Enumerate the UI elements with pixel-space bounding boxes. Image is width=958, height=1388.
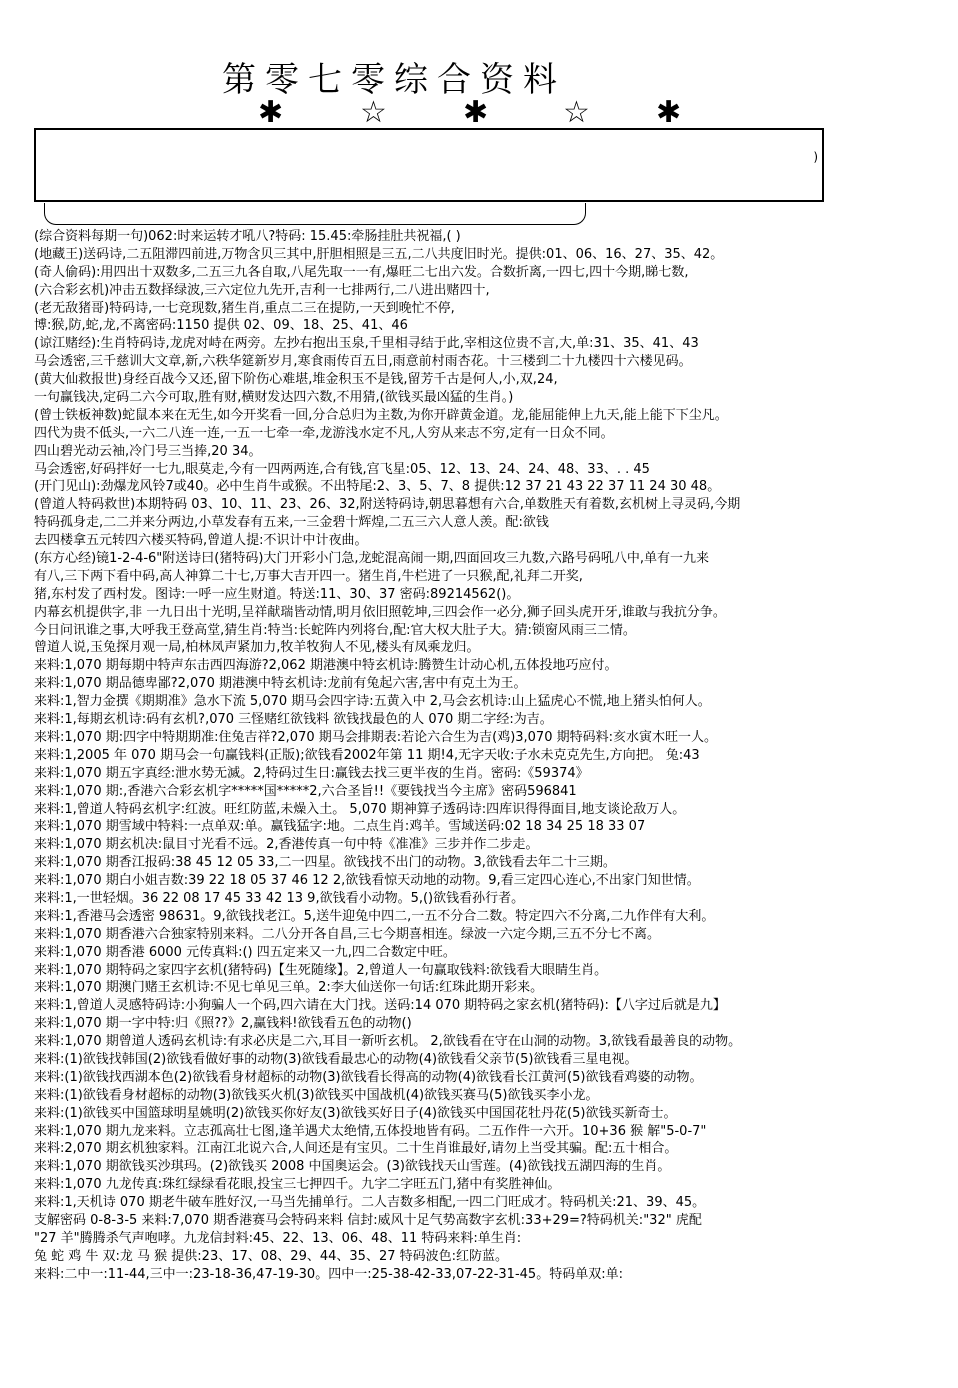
text-line: 去四楼拿五元转四六楼买特码,曾道人提:不识计中计夜曲。 xyxy=(34,533,368,549)
text-line: 来料:(1)欲钱找西湖本色(2)欲钱看身材超标的动物(3)欲钱看长得高的动物(4)欲钱看长江黄河(5)欲钱看鸡婆的动物。 xyxy=(34,1069,703,1085)
text-line: 来料:1,070 期香江报码:38 45 12 05 33,二一四星。欲钱找不出门的动物。3,欲钱看去年二十三期。 xyxy=(34,855,616,871)
star-outline-icon: ☆ xyxy=(360,95,387,130)
text-line: 来料:1,070 期:,香港六合彩玄机字*****国*****2,六合圣旨!!《要钱找当今主席》密码596841 xyxy=(34,783,577,799)
text-line: 博:猴,防,蛇,龙,不离密码:1150 提供 02、09、18、25、41、46 xyxy=(34,318,408,334)
text-line: "27 羊"腾腾杀气声咆哮。九龙信封料:45、22、13、06、48、11 特码来料:单生肖: xyxy=(34,1230,522,1246)
text-line: (谅江赌经):生肖特码诗,龙虎对峙在两旁。左抄右抱出玉泉,千里相寻结于此,宰相这位贵不言,大,单:31、35、41、43 xyxy=(34,336,699,352)
star-outline-icon: ☆ xyxy=(563,95,590,130)
text-line: 曾道人说,玉兔探月观一局,柏林凤声紧加力,牧羊牧狗人不见,楼头有凤乘龙归。 xyxy=(34,640,480,656)
asterisk-icon: ✱ xyxy=(656,95,682,130)
document-body xyxy=(34,228,934,1284)
text-line: 来料:1,070 期曾道人透码玄机诗:有求必庆是二六,耳目一新听玄机。 2,欲钱看在守在山洞的动物。3,欲钱看最善良的动物。 xyxy=(34,1034,742,1050)
text-line: 来料:1,070 期欲钱买沙琪玛。(2)欲钱买 2008 中国奥运会。(3)欲钱找天山雪莲。(4)欲钱找五湖四海的生肖。 xyxy=(34,1159,671,1175)
text-line: 四代为贵不低头,一六二八连一连,一五一七牵一牵,龙游浅水定不凡,人穷从来志不穷,定有一日众不同。 xyxy=(34,425,614,441)
text-line: 来料:2,070 期玄机独家料。江南江北说六合,人间还是有宝贝。二十生肖谁最好,请勿上当受其骗。配:五十相合。 xyxy=(34,1141,678,1157)
text-line: 来料:1,智力金撰《期期准》急水下流 5,070 期马会四字诗:五黄入中 2,马会玄机诗:山上猛虎心不慌,地上猪头怕何人。 xyxy=(34,694,711,710)
text-line: 一句赢钱决,定码二六今可取,胜有财,横财发达四六数,不用猜,(欲钱买最凶猛的生肖。) xyxy=(34,390,514,406)
text-line: 来料:1,070 期每期中特声东击西四海游?2,062 期港澳中特玄机诗:腾赞生计动心机,五体投地巧应付。 xyxy=(34,658,618,674)
text-line: 猪,东村发了西村发。图诗:一呼一应生财道。特送:11、30、37 密码:89214562()。 xyxy=(34,586,520,602)
text-line: (地藏王)送码诗,二五阻滞四前进,万物含贝三其中,肝胆相照是三五,二八共度旧时光。提供:01、06、16、27、35、42。 xyxy=(34,246,724,262)
text-line: 来料:1,070 期九龙来料。立志孤高壮七图,逢羊遇犬太绝情,五体投地皆有码。二五作件一六开。10+36 猴 解"5-0-7" xyxy=(34,1123,707,1139)
text-line: 四山碧光动云袖,冷门号三当捧,20 34。 xyxy=(34,443,262,459)
text-line: 来料:1,070 九龙传真:珠红绿绿看花眼,投宝三七押四千。九字二字旺五门,猪中有奖胜神仙。 xyxy=(34,1177,561,1193)
text-line: 来料:1,070 期香港 6000 元传真料:() 四五定来又一九,四二合数定中旺。 xyxy=(34,944,456,960)
text-line: 内幕玄机提供字,非 一九日出十光明,呈祥献瑞皆动情,明月依旧照乾坤,三四会作一必分,狮子回头虎开牙,谁敢与我抗分争。 xyxy=(34,604,726,620)
asterisk-icon: ✱ xyxy=(463,95,489,130)
text-line: 来料:1,070 期雪域中特料:一点单双:单。赢钱猛字:地。二点生肖:鸡羊。雪域送码:02 18 34 25 18 33 07 xyxy=(34,819,646,835)
text-line: 来料:1,070 期香港六合独家特别来料。二八分开各自昌,三七今期喜相连。绿波一六定今期,三五不分七不离。 xyxy=(34,926,660,942)
text-line: (六合彩玄机)冲击五数择绿波,三六定位九先开,吉利一七排两行,二八进出赌四十, xyxy=(34,282,490,298)
text-line: 支解密码 0-8-3-5 来料:7,070 期香港赛马会特码来料 信封:威风十足气势高数字玄机:33+29=?特码机关:"32" 虎配 xyxy=(34,1212,702,1228)
text-line: 马会透密,三千慈训大文章,新,六秩华筵新岁月,寒食雨传百五日,雨意前村雨杏花。十三楼到二十九楼四十六楼见码。 xyxy=(34,354,692,370)
text-line: (综合资料每期一句)062:时来运转才吼八?特码: 15.45:牵肠挂肚共祝福,( ) xyxy=(34,229,461,244)
text-line: 来料:1,070 期一字中特:归《照??》2,赢钱料!欲钱看五色的动物() xyxy=(34,1016,412,1032)
text-line: 来料:1,2005 年 070 期马会一句赢钱料(正版);欲钱看2002年第 11 期!4,无字天收:子水未克克先生,方向把。 兔:43 xyxy=(34,747,700,763)
text-line: (曾道人特码救世)本期特码 03、10、11、23、26、32,附送特码诗,朝思暮想有六合,单数胜天有着数,玄机树上寻灵码,今期 xyxy=(34,497,741,513)
text-line: 来料:1,一世轻烟。36 22 08 17 45 33 42 13 9,欲钱看小动物。5,()欲钱看孙行者。 xyxy=(34,890,525,906)
text-line: 马会透密,好码拌好一七九,眼莫走,今有一四两两连,合有钱,宫飞星:05、12、13、24、24、48、33、. . 45 xyxy=(34,461,650,477)
blank-banner-box xyxy=(34,128,824,202)
text-line: 来料:1,070 期特码之家四字玄机(猪特码)【生死随缘】。2,曾道人一句赢取钱料:欲钱看大眼睛生肖。 xyxy=(34,962,608,978)
text-line: 来料:(1)欲钱看身材超标的动物(3)欲钱买火机(3)欲钱买中国战机(4)欲钱买赛马(5)欲钱买李小龙。 xyxy=(34,1087,599,1103)
text-line: 来料:1,070 期澳门赌王玄机诗:不见七单见三单。2:李大仙送你一句话:红珠此期开彩来。 xyxy=(34,980,544,996)
text-line: 来料:(1)欲钱找韩国(2)欲钱看做好事的动物(3)欲钱看最忠心的动物(4)欲钱看父亲节(5)欲钱看三星电视。 xyxy=(34,1051,638,1067)
text-line: 兔 蛇 鸡 牛 双:龙 马 猴 提供:23、17、08、29、44、35、27 特码波色:红防蓝。 xyxy=(34,1248,508,1264)
text-line: 来料:1,070 期玄机决:鼠目寸光看不远。2,香港传真一句中特《准准》三步并作二步走。 xyxy=(34,837,539,853)
text-line: 来料:1,070 期品德卑鄙?2,070 期港澳中特玄机诗:龙前有兔起六害,害中有克土为王。 xyxy=(34,676,527,692)
text-line: (开门见山):劲爆龙风铃7或40。必中生肖牛或猴。不出特尾:2、3、5、7、8 提供:12 37 21 43 22 37 11 24 30 48。 xyxy=(34,479,721,495)
text-line: 来料:1,香港马会透密 98631。9,欲钱找老江。5,送牛迎兔中四二,一五不分合二数。特定四六不分离,二九作伴有大利。 xyxy=(34,908,715,924)
text-line: 来料:1,曾道人灵感特码诗:小狗骗人一个码,四六请在大门找。送码:14 070 期特码之家玄机(猪特码):【八字过后就是九】 xyxy=(34,998,726,1014)
text-line: (曾士铁板神数)蛇鼠本来在无生,如今开奖看一回,分合总归为主数,为你开辟黄金道。龙,能屈能伸上九天,能上能下下尘凡。 xyxy=(34,407,728,423)
text-line: 来料:(1)欲钱买中国篮球明星姚明(2)欲钱买你好友(3)欲钱买好日子(4)欲钱买中国国花牡丹花(5)欲钱买新奇士。 xyxy=(34,1105,677,1121)
text-line: 来料:1,每期玄机诗:码有玄机?,070 三怪赌红欲钱料 欲钱找最色的人 070 期二字经:为吉。 xyxy=(34,712,553,728)
banner-underline-bracket xyxy=(44,203,586,225)
text-line: 来料:1,天机诗 070 期老牛破车胜好汉,一马当先捕单行。二人吉数多相配,一四二门旺成才。特码机关:21、39、45。 xyxy=(34,1195,706,1211)
text-line: 来料:二中一:11-44,三中一:23-18-36,47-19-30。四中一:25-38-42-33,07-22-31-45。特码单双:单: xyxy=(34,1266,623,1282)
text-line: 来料:1,070 期:四字中特期期准:住兔吉祥?2,070 期马会排期表:若论六合生为吉(鸡)3,070 期特码料:亥水寅木旺一人。 xyxy=(34,729,717,745)
text-line: 来料:1,曾道人特码玄机字:红波。旺红防蓝,未燥入土。 5,070 期神算子透码诗:四库识得得面目,地支谈论敌万人。 xyxy=(34,801,686,817)
page-title: 第零七零综合资料 xyxy=(222,60,566,100)
text-line: 来料:1,070 期五字真经:泄水势无滅。2,特码过生日:赢钱去找三更半夜的生肖。密码:《59374》 xyxy=(34,765,589,781)
text-line: 来料:1,070 期白小姐吉数:39 22 18 05 37 46 12 2,欲钱看惊天动地的动物。9,看三定四心连心,不出家门知世情。 xyxy=(34,873,700,889)
banner-box-mark: ) xyxy=(813,150,818,164)
text-line: 有八,三下两下看中码,高人神算二十七,万事大吉开四一。猪生肖,牛栏进了一只猴,配,礼拜二开奖, xyxy=(34,568,583,584)
text-line: (老无敌猪哥)特码诗,一七竞现数,猪生肖,重点二三在提防,一天到晚忙不停, xyxy=(34,300,455,316)
asterisk-icon: ✱ xyxy=(258,95,284,130)
text-line: 今日问讯谁之事,大呼我王登高堂,猜生肖:特当:长蛇阵内列将台,配:官大权大肚子大。猜:锁窗风雨三二情。 xyxy=(34,622,636,638)
text-line: (奇人偷码):用四出十双数多,二五三九各自取,八尾先取一一有,爆旺二七出六发。合数折离,一四七,四十今期,睇七数, xyxy=(34,264,689,280)
text-line: 特码孤身走,二二并来分两边,小草发春有五来,一三金碧十辉煌,二五三六人意人羡。配:欲钱 xyxy=(34,515,549,531)
text-line: (黄大仙救报世)身经百战今又还,留下阶伤心难堪,堆金积玉不是钱,留芳千古是何人,小,双,24, xyxy=(34,372,558,388)
text-line: (东方心经)镜1-2-4-6"附送诗曰(猪特码)大门开彩小门急,龙蛇混高闹一期,四面回攻三九数,六路号码吼八中,单有一九来 xyxy=(34,551,709,567)
